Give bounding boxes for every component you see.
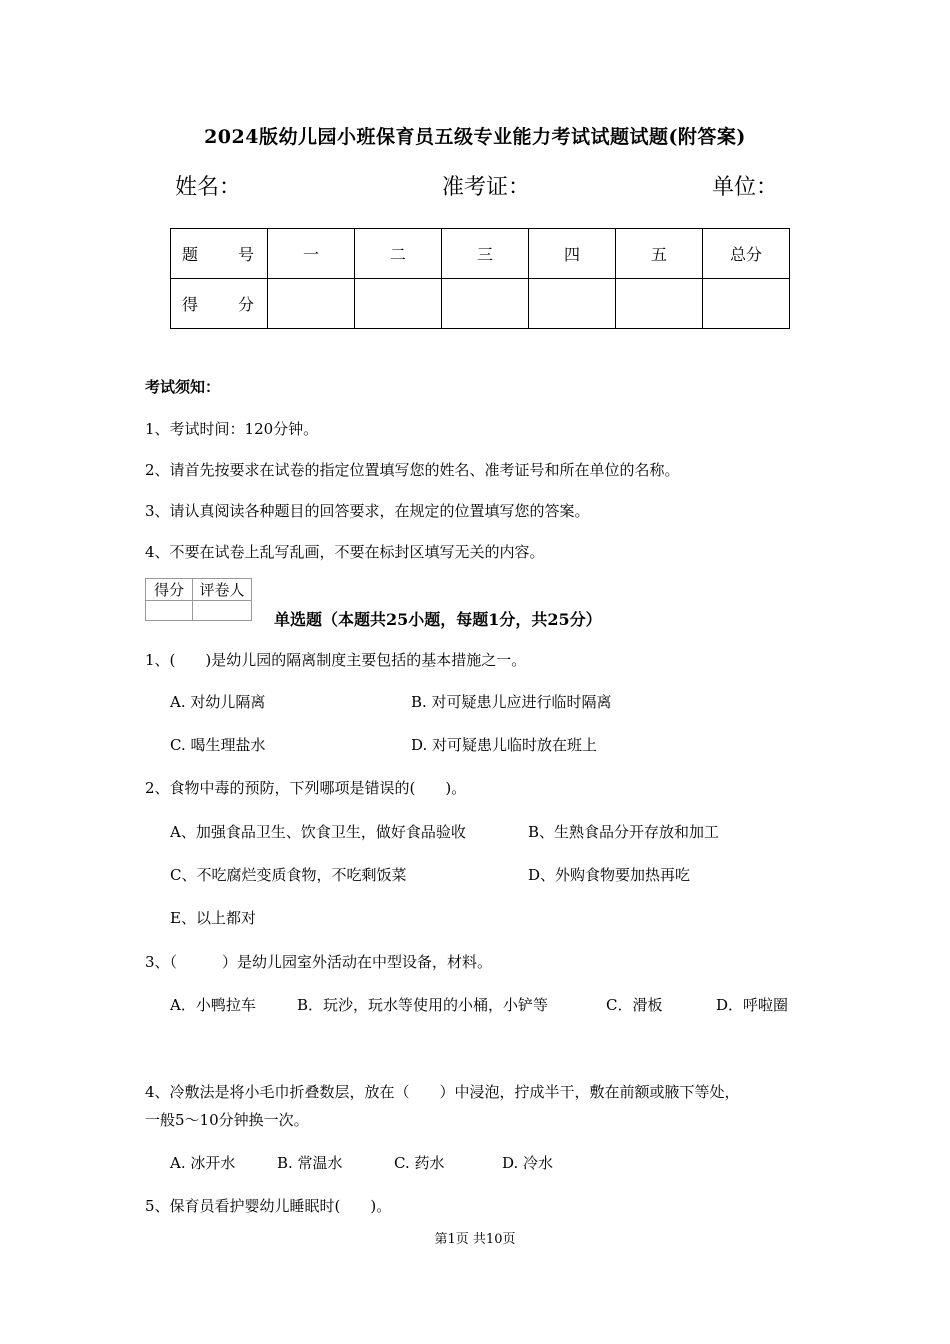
score-cell[interactable] (268, 279, 355, 329)
score-header-cell: 题 号 (171, 229, 268, 279)
notice-item: 2、请首先按要求在试卷的指定位置填写您的姓名、准考证号和所在单位的名称。 (145, 461, 680, 479)
score-table (170, 228, 790, 329)
grader-table (145, 578, 252, 621)
option-d: D．呼啦圈 (716, 996, 789, 1014)
score-header-cell: 三 (442, 229, 529, 279)
grader-reviewer-cell[interactable] (193, 601, 252, 621)
score-cell[interactable] (529, 279, 616, 329)
option-d: D. 对可疑患儿临时放在班上 (411, 736, 598, 754)
name-label: 姓名： (175, 175, 242, 200)
option-c: C. 喝生理盐水 (170, 736, 266, 754)
option-a: A、加强食品卫生、饮食卫生，做好食品验收 (170, 823, 466, 841)
exam-id-label: 准考证： (442, 175, 531, 200)
score-cell[interactable] (355, 279, 442, 329)
section-title: 单选题（本题共25小题，每题1分，共25分） (274, 610, 602, 629)
grader-score-label: 得分 (146, 579, 193, 601)
option-b: B. 对可疑患儿应进行临时隔离 (411, 693, 612, 711)
question-stem: 3、（ ）是幼儿园室外活动在中型设备，材料。 (145, 953, 493, 971)
notice-item: 1、考试时间：120分钟。 (145, 420, 319, 438)
exam-title: 2024版幼儿园小班保育员五级专业能力考试试题试题(附答案) (204, 126, 746, 148)
score-cell[interactable] (703, 279, 790, 329)
score-row-label: 得 分 (171, 279, 268, 329)
score-cell[interactable] (616, 279, 703, 329)
score-header-cell: 总分 (703, 229, 790, 279)
page-footer: 第1页 共10页 (434, 1232, 516, 1247)
score-header-cell: 二 (355, 229, 442, 279)
option-d: D、外购食物要加热再吃 (528, 866, 691, 884)
option-e: E、以上都对 (170, 909, 256, 927)
option-c: C．滑板 (606, 996, 663, 1014)
unit-label: 单位： (712, 175, 779, 200)
question-stem-cont: 一般5～10分钟换一次。 (145, 1111, 309, 1129)
grader-reviewer-label: 评卷人 (193, 579, 252, 601)
score-header-cell: 五 (616, 229, 703, 279)
notice-heading: 考试须知： (145, 378, 221, 396)
question-stem: 4、冷敷法是将小毛巾折叠数层，放在（ ）中浸泡，拧成半干，敷在前额或腋下等处， (145, 1083, 740, 1101)
question-stem: 5、保育员看护婴幼儿睡眠时( )。 (145, 1197, 392, 1215)
option-b: B. 常温水 (277, 1154, 343, 1172)
question-stem: 1、( )是幼儿园的隔离制度主要包括的基本措施之一。 (145, 651, 527, 669)
notice-item: 4、不要在试卷上乱写乱画，不要在标封区填写无关的内容。 (145, 543, 545, 561)
score-cell[interactable] (442, 279, 529, 329)
score-table-score-row (171, 279, 790, 329)
score-table-header-row (171, 229, 790, 279)
option-b: B．玩沙，玩水等使用的小桶，小铲等 (297, 996, 549, 1014)
option-b: B、生熟食品分开存放和加工 (528, 823, 720, 841)
option-a: A. 冰开水 (170, 1154, 236, 1172)
option-d: D. 冷水 (502, 1154, 554, 1172)
option-a: A. 对幼儿隔离 (170, 693, 266, 711)
option-a: A．小鸭拉车 (170, 996, 256, 1014)
score-header-cell: 一 (268, 229, 355, 279)
score-header-cell: 四 (529, 229, 616, 279)
notice-item: 3、请认真阅读各种题目的回答要求，在规定的位置填写您的答案。 (145, 502, 590, 520)
option-c: C、不吃腐烂变质食物，不吃剩饭菜 (170, 866, 407, 884)
question-stem: 2、食物中毒的预防，下列哪项是错误的( )。 (145, 779, 467, 797)
option-c: C. 药水 (394, 1154, 445, 1172)
grader-score-cell[interactable] (146, 601, 193, 621)
